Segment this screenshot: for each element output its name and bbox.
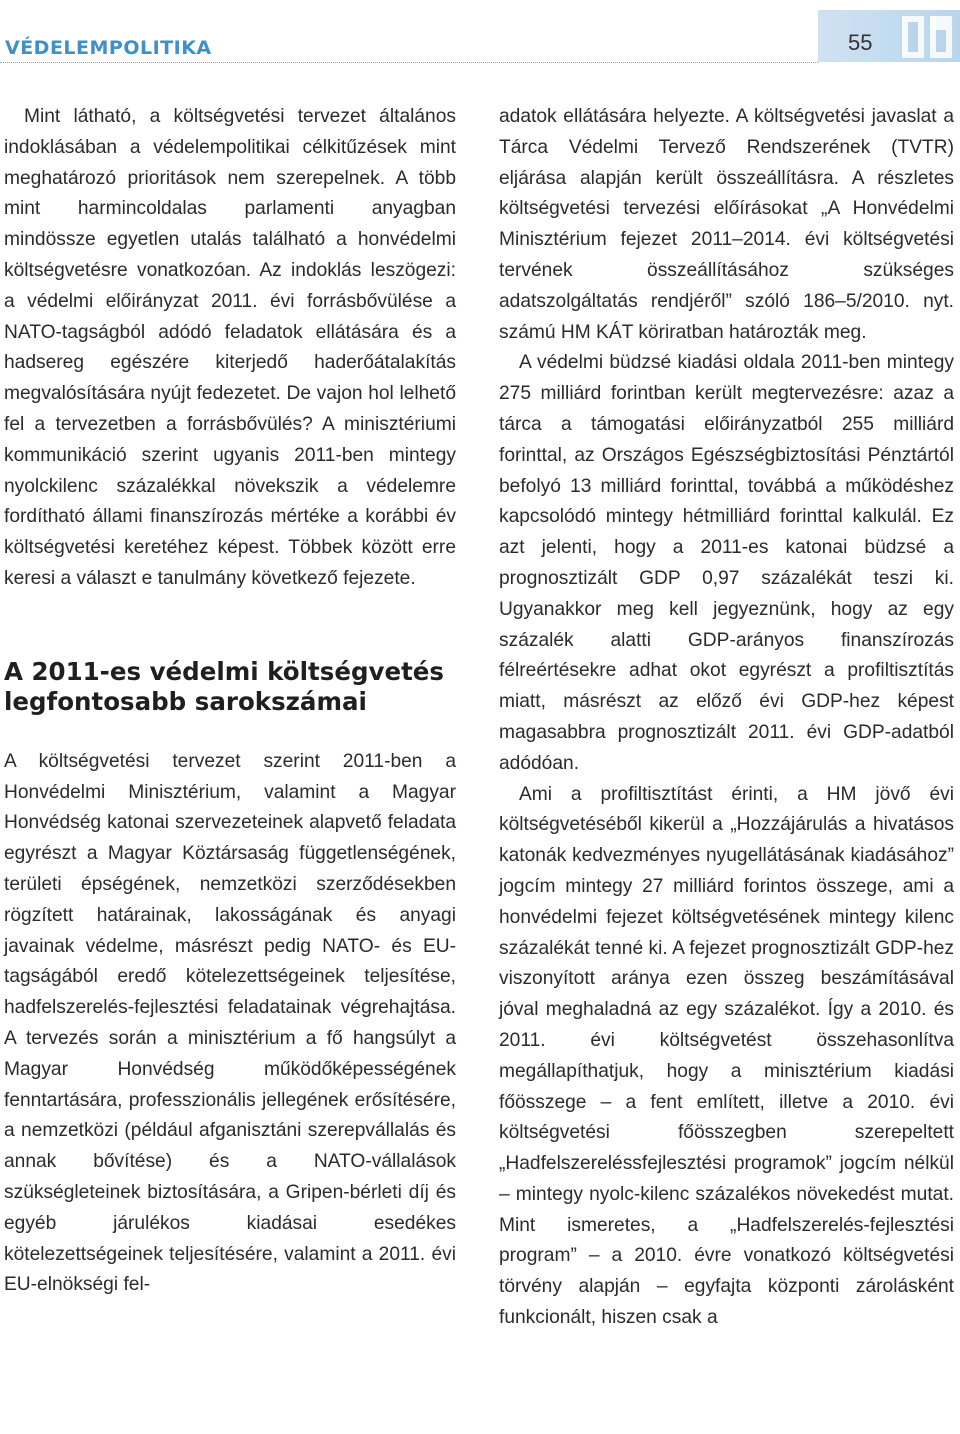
body-paragraph: A védelmi büdzsé kiadási oldala 2011-ben mintegy 275 milliárd forintban került megtervezésre: azaz a tárca a támogatási előirányzatból 255 milliárd forinttal, az Országos Egészségbiztosítási Pénztártól befolyó 13 milliárd forinttal, továbbá a működéshez kapcsolódó mintegy hétmilliárd forinttal kalkulál. Ez azt jelenti, hogy a 2011-es katonai büdzsé a prognosztizált GDP 0,97 százalékát teszi ki. Ugyanakkor meg kell jegyeznünk, hogy az egy százalék alatti GDP-arányos finanszírozás félreértésekre adhat okot egyrészt a profiltisztítás miatt, másrészt az előző évi GDP-hez képest magasabbra prognosztizált 2011. évi GDP-adatból adódóan. xyxy=(499,352,954,774)
page-number-box xyxy=(818,10,960,62)
section-title: VÉDELEMPOLITIKA xyxy=(5,37,212,59)
page-number: 55 xyxy=(848,30,873,55)
body-paragraph: Mint látható, a költségvetési tervezet általános indoklásában a védelempolitikai célkitűzések mint meghatározó prioritások nem szerepelnek. A több mint harmincoldalas parlamenti anyagban mindössze egyetlen utalás található a honvédelmi költségvetésre vonatkozóan. Az indoklás leszögezi: a védelmi előirányzat 2011. évi forrásbővülése a NATO-tagságból adódó feladatok ellátására és a hadsereg egészére kiterjedő haderőátalakítás megvalósítására nyújt fedezetet. De vajon hol lelhető fel a tervezetben a forrásbővülés? A minisztériumi kommunikáció szerint ugyanis 2011-ben mintegy nyolckilenc százalékkal növekszik a védelemre fordítható állami finanszírozás mértéke a korábbi év költségvetési keretéhez képest. Többek között erre keresi a választ e tanulmány következő fejezete. xyxy=(4,106,456,589)
header-rule xyxy=(0,62,818,63)
section-heading: A 2011-es védelmi költségvetés legfontosabb sarokszámai xyxy=(4,656,444,716)
body-paragraph: adatok ellátására helyezte. A költségvetési javaslat a Tárca Védelmi Tervező Rendszerének (TVTR) eljárása alapján került összeállításra. A részletes költségvetési tervezési előírásokat „A Honvédelmi Minisztérium fejezet 2011–2014. évi költségvetési tervének összeállításához szükséges adatszolgáltatás rendjéről” szóló 186–5/2010. nyt. számú HM KÁT köriratban határozták meg. xyxy=(499,106,954,343)
body-paragraph: Ami a profiltisztítást érinti, a HM jövő évi költségvetéséből kikerül a „Hozzájárulás a hivatásos katonák kedvezményes nyugellátásának kiadásához” jogcím mintegy 27 milliárd forintos összege, ami a honvédelmi fejezet költségvetésének mintegy kilenc százalékát tenné ki. A fejezet prognosztizált GDP-hez viszonyított aránya ezen összeg beszámításával jóval meghaladná az egy százalékot. Így a 2010. és 2011. évi költségvetést összehasonlítva megállapíthatjuk, hogy a minisztérium kiadási főösszege – a fent említett, illetve a 2010. évi költségvetési főösszegben szerepeltett „Hadfelszereléssfejlesztési programok” jogcím nélkül – mintegy nyolc-kilenc százalékos növekedést mutat. Mint ismeretes, a „Hadfelszerelés-fejlesztési program” – a 2010. évre vonatkozó költségvetési törvény alapján – egyfajta központi zárolásként funkcionált, hiszen csak a xyxy=(499,783,954,1329)
right-column xyxy=(499,102,954,1334)
body-paragraph: A költségvetési tervezet szerint 2011-ben a Honvédelmi Minisztérium, valamint a Magyar Honvédség katonai szervezeteinek alapvető feladata egyrészt a Magyar Köztársaság függetlenségének, területi épségének, nemzetközi szerződésekben rögzített határainak, lakosságának és anyagi javainak védelme, másrészt pedig NATO- és EU-tagságából eredő kötelezettségeinek teljesítése, hadfelszerelés-fejlesztési feladatainak végrehajtása. A tervezés során a minisztérium a fő hangsúlyt a Magyar Honvédség működőképességének fenntartására, professzionális jellegének erősítésére, a nemzetközi (például afganisztáni szerepvállalás és annak bővítése) és a NATO-vállalások szükségleteinek biztosítására, a Gripen-bérleti díj és egyéb járulékos kiadásai esedékes kötelezettségeinek teljesítésére, valamint a 2011. évi EU-elnökségi fel- xyxy=(4,750,456,1296)
page-header xyxy=(0,0,960,70)
publisher-logo-icon xyxy=(898,14,958,60)
left-column xyxy=(4,102,456,1301)
